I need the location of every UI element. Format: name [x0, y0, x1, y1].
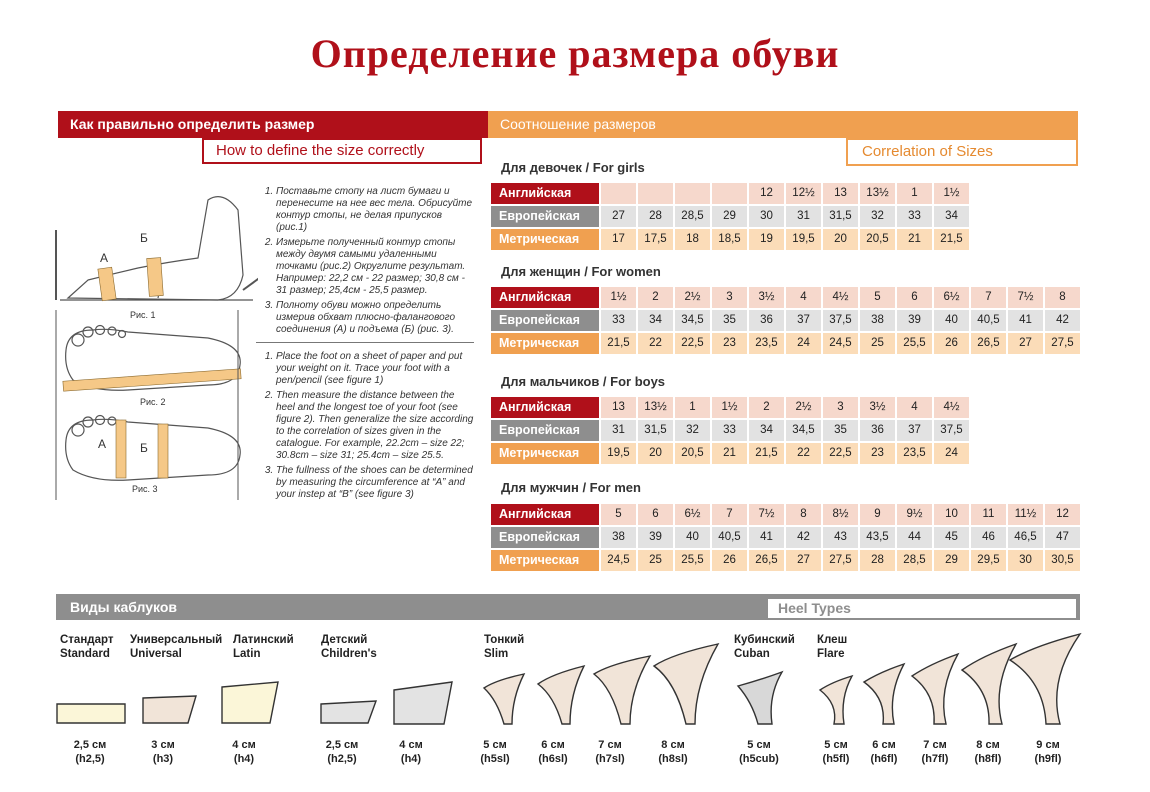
figure-2-caption: Рис. 2 [140, 397, 166, 407]
size-cell: 7 [712, 504, 747, 525]
size-cell: 9½ [897, 504, 932, 525]
heel-caption [60, 738, 120, 766]
size-cell: 23,5 [749, 333, 784, 354]
size-cell: 20,5 [860, 229, 895, 250]
heel-code: (h8sl) [658, 753, 688, 765]
size-cell: 6½ [675, 504, 710, 525]
size-cell: 25 [860, 333, 895, 354]
size-cell: 2½ [786, 397, 821, 418]
size-cell: 28,5 [897, 550, 932, 571]
size-cell: 39 [638, 527, 673, 548]
boys-metric-row [491, 443, 971, 464]
size-cell: 24,5 [601, 550, 636, 571]
heel-height: 2,5 см [73, 739, 107, 751]
heel-code: (h5fl) [822, 753, 850, 765]
heel-code: (h2,5) [75, 753, 105, 765]
heel-types-subheader: Heel Types [766, 597, 1078, 620]
heel-caption [643, 738, 703, 766]
instruction-ru-3: 3. Полноту обуви можно определить измерив обхват плюсно-фалангового соединения (А) и подъема (Б) (рис. 3). [276, 300, 474, 336]
size-cell: 41 [749, 527, 784, 548]
size-cell: 43 [823, 527, 858, 548]
size-cell: 12 [749, 183, 784, 204]
size-cell: 23 [712, 333, 747, 354]
boys-size-title: Для мальчиков / For boys [501, 374, 666, 389]
size-cell: 2 [638, 287, 673, 308]
size-cell: 36 [749, 310, 784, 331]
size-cell: 27 [786, 550, 821, 571]
heel-code: (h8fl) [974, 753, 1002, 765]
heel-cuban-h5 [738, 672, 782, 724]
row-label: Английская [491, 397, 599, 418]
heel-type-ru: Стандарт [60, 634, 114, 646]
size-cell: 34 [638, 310, 673, 331]
heel-code: (h5cub) [739, 753, 779, 765]
size-cell: 26 [934, 333, 969, 354]
size-cell: 1½ [934, 183, 969, 204]
heel-height: 4 см [399, 739, 423, 751]
size-cell: 37,5 [823, 310, 858, 331]
size-cell: 5 [601, 504, 636, 525]
size-cell: 22,5 [675, 333, 710, 354]
foot-measurement-illustration [48, 180, 258, 500]
size-cell: 29,5 [971, 550, 1006, 571]
size-cell: 24 [934, 443, 969, 464]
size-cell: 13½ [638, 397, 673, 418]
size-cell: 40 [934, 310, 969, 331]
girls-metric-row [491, 229, 971, 250]
women-size-title: Для женщин / For women [501, 264, 661, 279]
instruction-ru-2: 2. Измерьте полученный контур стопы между двумя самыми удаленными точками (рис.2) Округлите результат. Например: 22,2 см - 22 размер; 30,8 см - 31 размер; 25,4см - 25,5 размер. [276, 237, 474, 297]
size-cell: 11 [971, 504, 1006, 525]
size-cell: 2½ [675, 287, 710, 308]
size-cell: 5 [860, 287, 895, 308]
size-cell: 31,5 [638, 420, 673, 441]
size-cell: 30 [1008, 550, 1043, 571]
men-european-row [491, 527, 1082, 548]
row-label: Метрическая [491, 333, 599, 354]
size-cell: 6 [638, 504, 673, 525]
divider [256, 342, 474, 343]
size-cell: 23,5 [897, 443, 932, 464]
row-label: Европейская [491, 420, 599, 441]
heel-height: 2,5 см [325, 739, 359, 751]
how-to-header: Как правильно определить размер [58, 111, 488, 138]
size-cell: 23 [860, 443, 895, 464]
instructions [262, 186, 474, 504]
size-cell: 28 [860, 550, 895, 571]
size-cell: 18,5 [712, 229, 747, 250]
heel-slim-h5 [484, 674, 524, 724]
size-cell: 44 [897, 527, 932, 548]
heel-code: (h2,5) [327, 753, 357, 765]
size-cell: 21,5 [749, 443, 784, 464]
heel-standard-h2-5 [57, 704, 125, 723]
heel-code: (h3) [152, 753, 174, 765]
size-cell: 1 [897, 183, 932, 204]
size-cell: 38 [860, 310, 895, 331]
size-cell: 28,5 [675, 206, 710, 227]
heel-caption [729, 738, 789, 766]
heel-code: (h5sl) [480, 753, 510, 765]
size-cell: 37 [786, 310, 821, 331]
heel-flare-h8 [962, 644, 1016, 724]
size-cell: 25 [638, 550, 673, 571]
heel-flare-h7 [912, 654, 958, 724]
girls-english-row [491, 183, 971, 204]
size-cell: 6 [897, 287, 932, 308]
size-cell: 7½ [1008, 287, 1043, 308]
heel-type-ru: Универсальный [130, 634, 223, 646]
size-cell: 32 [860, 206, 895, 227]
men-metric-row [491, 550, 1082, 571]
row-label: Метрическая [491, 229, 599, 250]
row-label: Английская [491, 183, 599, 204]
heel-code: (h7sl) [595, 753, 625, 765]
page-title: Определение размера обуви [310, 31, 840, 76]
size-cell: 27,5 [823, 550, 858, 571]
size-cell: 40 [675, 527, 710, 548]
size-cell: 35 [823, 420, 858, 441]
heel-latin-h4 [222, 682, 278, 723]
size-cell: 8 [786, 504, 821, 525]
size-cell: 8½ [823, 504, 858, 525]
size-cell: 26 [712, 550, 747, 571]
heel-height: 6 см [541, 739, 565, 751]
size-cell: 4 [786, 287, 821, 308]
boys-english-row [491, 397, 971, 418]
size-cell: 35 [712, 310, 747, 331]
size-cell: 36 [860, 420, 895, 441]
women-english-row [491, 287, 1082, 308]
size-cell: 21 [712, 443, 747, 464]
size-cell [675, 183, 710, 204]
heel-type-en: Slim [484, 648, 509, 660]
size-cell: 29 [712, 206, 747, 227]
heel-slim-h6 [538, 666, 584, 724]
size-cell: 17 [601, 229, 636, 250]
size-cell: 34,5 [786, 420, 821, 441]
size-cell: 34,5 [675, 310, 710, 331]
heel-caption [214, 738, 274, 766]
label-b-fig3: Б [140, 441, 148, 455]
heel-height: 8 см [661, 739, 685, 751]
size-cell: 45 [934, 527, 969, 548]
heel-height: 5 см [824, 739, 848, 751]
heel-caption [958, 738, 1018, 766]
size-cell: 3 [823, 397, 858, 418]
heel-childrens-h2-5 [321, 701, 376, 723]
heel-height: 6 см [872, 739, 896, 751]
size-cell: 26,5 [971, 333, 1006, 354]
heel-type-en: Latin [233, 648, 261, 660]
row-label: Европейская [491, 310, 599, 331]
heel-type-en: Standard [60, 648, 110, 660]
heel-type-en: Flare [817, 648, 845, 660]
size-cell: 7 [971, 287, 1006, 308]
size-cell: 2 [749, 397, 784, 418]
size-cell: 20 [638, 443, 673, 464]
size-cell: 46 [971, 527, 1006, 548]
size-cell: 1 [675, 397, 710, 418]
size-cell: 22 [786, 443, 821, 464]
heel-height: 7 см [598, 739, 622, 751]
size-cell: 31,5 [823, 206, 858, 227]
heel-caption [312, 738, 372, 766]
instructions-en [262, 351, 474, 501]
row-label: Европейская [491, 527, 599, 548]
row-label: Английская [491, 287, 599, 308]
size-cell [638, 183, 673, 204]
instruction-ru-1: 1. Поставьте стопу на лист бумаги и перенесите на нее вес тела. Обрисуйте контур стопы, не делая припусков (рис.1) [276, 186, 474, 234]
size-cell: 33 [601, 310, 636, 331]
size-cell: 20,5 [675, 443, 710, 464]
heel-height: 5 см [747, 739, 771, 751]
size-cell: 18 [675, 229, 710, 250]
size-cell: 24,5 [823, 333, 858, 354]
heel-universal-h3 [143, 696, 196, 723]
row-label: Европейская [491, 206, 599, 227]
heel-flare-h9 [1010, 634, 1080, 724]
heel-caption [133, 738, 193, 766]
heel-caption [465, 738, 525, 766]
instruction-en-1: 1. Place the foot on a sheet of paper and put your weight on it. Trace your foot with a pen/pencil (see figure 1) [276, 351, 474, 387]
size-cell: 39 [897, 310, 932, 331]
size-cell: 12 [1045, 504, 1080, 525]
size-cell: 11½ [1008, 504, 1043, 525]
heel-type-en: Cuban [734, 648, 770, 660]
heel-code: (h6fl) [870, 753, 898, 765]
heel-height: 8 см [976, 739, 1000, 751]
size-cell: 24 [786, 333, 821, 354]
size-cell: 4 [897, 397, 932, 418]
how-to-subheader: How to define the size correctly [202, 138, 482, 164]
heel-slim-h7 [594, 656, 650, 724]
size-cell: 34 [749, 420, 784, 441]
row-label: Английская [491, 504, 599, 525]
size-cell: 27 [1008, 333, 1043, 354]
size-cell: 33 [897, 206, 932, 227]
size-cell: 13 [601, 397, 636, 418]
heel-code: (h6sl) [538, 753, 568, 765]
size-cell: 32 [675, 420, 710, 441]
size-cell: 3½ [749, 287, 784, 308]
heel-height: 5 см [483, 739, 507, 751]
label-a: А [100, 251, 109, 265]
size-cell: 42 [1045, 310, 1080, 331]
size-cell: 42 [786, 527, 821, 548]
size-cell: 19,5 [786, 229, 821, 250]
correlation-subheader: Correlation of Sizes [846, 138, 1078, 166]
size-cell: 17,5 [638, 229, 673, 250]
girls-european-row [491, 206, 971, 227]
size-cell: 21,5 [934, 229, 969, 250]
size-cell: 9 [860, 504, 895, 525]
girls-size-title: Для девочек / For girls [501, 160, 645, 175]
women-metric-row [491, 333, 1082, 354]
heel-caption [523, 738, 583, 766]
size-cell: 20 [823, 229, 858, 250]
heel-code: (h4) [233, 753, 255, 765]
size-cell: 28 [638, 206, 673, 227]
heel-flare-h6 [864, 664, 904, 724]
heel-shapes [0, 620, 1150, 735]
size-cell: 27,5 [1045, 333, 1080, 354]
size-cell: 13 [823, 183, 858, 204]
size-cell: 30,5 [1045, 550, 1080, 571]
size-cell: 22 [638, 333, 673, 354]
size-cell: 3 [712, 287, 747, 308]
boys-european-row [491, 420, 971, 441]
instructions-ru [262, 186, 474, 336]
size-cell: 37,5 [934, 420, 969, 441]
heel-height: 9 см [1036, 739, 1060, 751]
size-cell: 13½ [860, 183, 895, 204]
heel-childrens-h4 [394, 682, 452, 724]
row-label: Метрическая [491, 443, 599, 464]
size-cell: 29 [934, 550, 969, 571]
size-cell: 25,5 [675, 550, 710, 571]
heel-type-ru: Клеш [817, 634, 848, 646]
size-cell [712, 183, 747, 204]
label-b: Б [140, 231, 148, 245]
heel-slim-h8 [654, 644, 718, 724]
heel-caption [1018, 738, 1078, 766]
size-cell: 37 [897, 420, 932, 441]
heel-caption [381, 738, 441, 766]
correlation-header: Соотношение размеров [488, 111, 1078, 138]
heel-code: (h9fl) [1034, 753, 1062, 765]
heel-type-ru: Латинский [233, 634, 294, 646]
men-english-row [491, 504, 1082, 525]
heel-code: (h4) [400, 753, 422, 765]
size-cell: 40,5 [971, 310, 1006, 331]
label-a-fig3: А [98, 437, 107, 451]
size-cell: 47 [1045, 527, 1080, 548]
size-cell: 4½ [823, 287, 858, 308]
size-cell: 21 [897, 229, 932, 250]
heel-type-ru: Кубинский [734, 634, 795, 646]
heel-types-header: Виды каблуков [56, 594, 1080, 620]
heel-height: 4 см [232, 739, 256, 751]
heel-type-en: Children's [321, 648, 377, 660]
size-cell: 3½ [860, 397, 895, 418]
heel-type-en: Universal [130, 648, 182, 660]
heel-height: 7 см [923, 739, 947, 751]
figure-3-caption: Рис. 3 [132, 484, 158, 494]
size-cell: 7½ [749, 504, 784, 525]
size-cell: 19 [749, 229, 784, 250]
size-cell: 31 [601, 420, 636, 441]
size-cell: 34 [934, 206, 969, 227]
men-size-title: Для мужчин / For men [501, 480, 641, 495]
size-cell: 25,5 [897, 333, 932, 354]
heel-flare-h5 [820, 676, 852, 724]
instruction-en-3: 3. The fullness of the shoes can be determined by measuring the circumference at “A” and your instep at “B” (see figure 3) [276, 465, 474, 501]
size-cell: 31 [786, 206, 821, 227]
size-cell: 22,5 [823, 443, 858, 464]
size-cell: 33 [712, 420, 747, 441]
heel-type-ru: Тонкий [484, 634, 525, 646]
heel-height: 3 см [151, 739, 175, 751]
heel-type-ru: Детский [321, 634, 368, 646]
size-cell [601, 183, 636, 204]
heel-code: (h7fl) [921, 753, 949, 765]
size-cell: 8 [1045, 287, 1080, 308]
size-cell: 26,5 [749, 550, 784, 571]
heel-caption [580, 738, 640, 766]
size-cell: 38 [601, 527, 636, 548]
women-european-row [491, 310, 1082, 331]
instruction-en-2: 2. Then measure the distance between the heel and the longest toe of your foot (see figure 2). Then generalize the size according to the correlation of sizes given in the catalogue. For example, 22.2cm – size 22; 30.8cm – size 31; 25.4cm – size 25.5. [276, 390, 474, 462]
size-cell: 1½ [601, 287, 636, 308]
heel-caption [905, 738, 965, 766]
size-cell: 27 [601, 206, 636, 227]
size-cell: 4½ [934, 397, 969, 418]
size-cell: 19,5 [601, 443, 636, 464]
row-label: Метрическая [491, 550, 599, 571]
size-cell: 6½ [934, 287, 969, 308]
size-cell: 30 [749, 206, 784, 227]
size-cell: 46,5 [1008, 527, 1043, 548]
size-cell: 40,5 [712, 527, 747, 548]
size-cell: 1½ [712, 397, 747, 418]
figure-1-caption: Рис. 1 [130, 310, 156, 320]
size-cell: 21,5 [601, 333, 636, 354]
size-cell: 43,5 [860, 527, 895, 548]
size-cell: 12½ [786, 183, 821, 204]
size-cell: 41 [1008, 310, 1043, 331]
size-cell: 10 [934, 504, 969, 525]
